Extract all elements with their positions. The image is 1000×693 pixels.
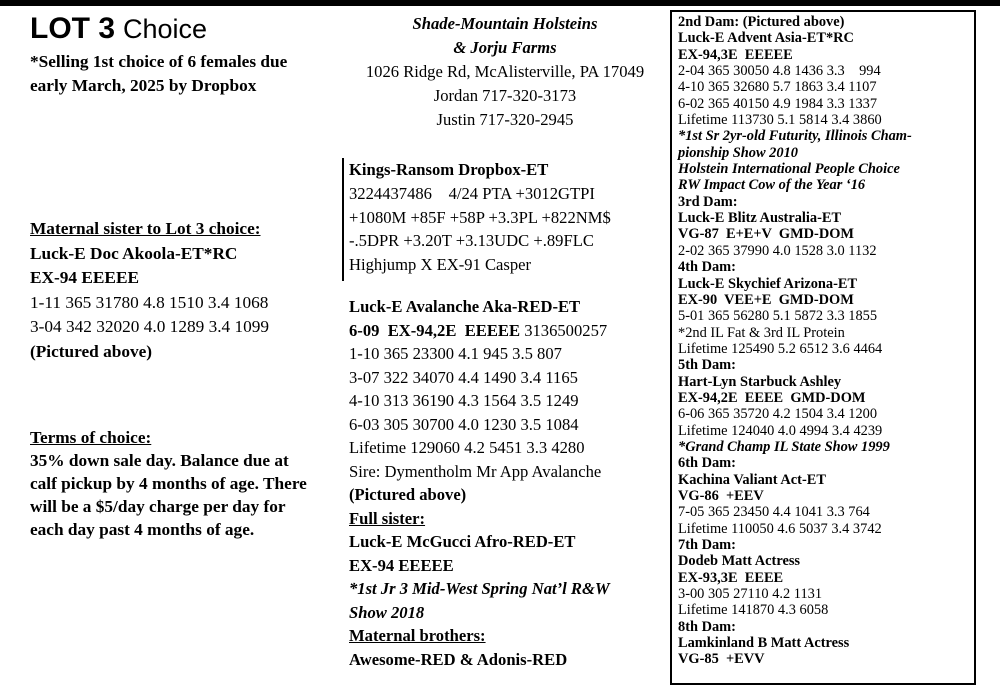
terms-line: each day past 4 months of age. [30,520,255,539]
pedigree-dam-heading: 2nd Dam: (Pictured above) [678,14,845,30]
pedigree-dam-note: *2nd IL Fat & 3rd IL Protein [678,324,845,341]
terms-block [30,426,307,541]
pedigree-dam-record: 7-05 365 23450 4.4 1041 3.3 764 [678,504,870,521]
pedigree-dam-heading: 8th Dam: [678,618,736,635]
dam-record: 1-10 365 23300 4.1 945 3.5 807 [349,344,562,363]
dam-record: 3-07 322 34070 4.4 1490 3.4 1165 [349,367,578,387]
pedigree-list [678,14,912,668]
farm-phone: Jordan 717-320-3173 [433,86,577,105]
pedigree-dam-record: 2-04 365 30050 4.8 1436 3.3 994 [678,63,881,80]
pedigree-dam-name: Dodeb Matt Actress [678,553,801,570]
dam-lifetime: Lifetime 129060 4.2 5451 3.3 4280 [349,438,585,457]
dam-pictured: (Pictured above) [349,485,467,504]
sire-line: +1080M +85F +58P +3.3PL +822NM$ [349,207,611,227]
maternal-sister-heading: Maternal sister to Lot 3 choice: [30,219,261,238]
pedigree-dam-note: *Grand Champ IL State Show 1999 [678,438,890,455]
pedigree-dam-heading: 6th Dam: [678,455,736,472]
sire-name: Kings-Ransom Dropbox-ET [349,160,549,179]
farm-info [347,12,663,132]
pedigree-dam-record: Lifetime 110050 4.6 5037 3.4 3742 [678,520,882,537]
full-sister-note: *1st Jr 3 Mid-West Spring Nat’l R&W [349,579,610,598]
pedigree-dam-note: RW Impact Cow of the Year ‘16 [678,177,866,194]
pedigree-dam-class: VG-85 +EVV [678,651,765,668]
terms-line: will be a $5/day charge per day for [30,497,286,516]
selling-line: early March, 2025 by Dropbox [30,76,257,95]
pedigree-dam-record: Lifetime 113730 5.1 5814 3.4 3860 [678,112,882,129]
full-sister-class: EX-94 EEEEE [349,555,454,575]
pedigree-dam-heading: 5th Dam: [678,357,736,374]
pedigree-dam-class: EX-93,3E EEEE [678,569,784,586]
maternal-brothers-names: Awesome-RED & Adonis-RED [349,649,568,669]
lot-title [30,12,207,46]
maternal-sister-block [30,217,269,364]
pedigree-dam-record: Lifetime 141870 4.3 6058 [678,602,829,619]
pedigree-dam-class: VG-86 +EEV [678,487,764,504]
pedigree-dam-name: Lamkinland B Matt Actress [678,635,850,652]
farm-name: Shade-Mountain Holsteins [412,14,598,33]
pedigree-dam-record: Lifetime 124040 4.0 4994 3.4 4239 [678,422,883,439]
terms-line: 35% down sale day. Balance due at [30,451,289,470]
sire-divider [342,158,344,281]
lot-choice-word: Choice [123,14,208,44]
pedigree-dam-record: 6-06 365 35720 4.2 1504 3.4 1200 [678,406,878,423]
pedigree-dam-record: 3-00 305 27110 4.2 1131 [678,586,823,603]
dam-record: 6-03 305 30700 4.0 1230 3.5 1084 [349,414,579,434]
farm-phone: Justin 717-320-2945 [436,110,574,129]
pedigree-dam-class: EX-94,2E EEEE GMD-DOM [678,389,866,406]
pedigree-dam-record: 4-10 365 32680 5.7 1863 3.4 1107 [678,79,877,96]
farm-name-second: & Jorju Farms [453,38,557,57]
sire-line: -.5DPR +3.20T +3.13UDC +.89FLC [349,231,594,251]
pedigree-dam-name: Hart-Lyn Starbuck Ashley [678,373,842,390]
pedigree-dam-class: VG-87 E+E+V GMD-DOM [678,226,855,243]
sire-block [349,158,611,277]
terms-line: calf pickup by 4 months of age. There [30,474,307,493]
dam-class: 6-09 EX-94,2E EEEEE [349,320,521,340]
dam-class-line [349,319,610,343]
pedigree-dam-heading: 7th Dam: [678,537,736,553]
maternal-sister-record: 1-11 365 31780 4.8 1510 3.4 1068 [30,292,269,312]
maternal-sister-record: 3-04 342 32020 4.0 1289 3.4 1099 [30,317,270,336]
pedigree-dam-name: Luck-E Blitz Australia-ET [678,210,842,227]
pedigree-dam-class: EX-90 VEE+E GMD-DOM [678,291,854,308]
pedigree-dam-name: Kachina Valiant Act-ET [678,471,826,488]
full-sister-note: Show 2018 [349,602,425,622]
pedigree-dam-note: pionship Show 2010 [678,144,798,161]
maternal-sister-pictured: (Pictured above) [30,341,153,361]
dam-registration: 3136500257 [520,320,608,340]
pedigree-dam-heading: 3rd Dam: [678,193,738,210]
maternal-brothers-heading: Maternal brothers: [349,626,486,645]
selling-line: *Selling 1st choice of 6 females due [30,52,288,71]
sire-line: 3224437486 4/24 PTA +3012GTPI [349,183,595,203]
terms-heading: Terms of choice: [30,428,152,447]
selling-note [30,50,287,98]
pedigree-dam-name: Luck-E Skychief Arizona-ET [678,275,858,292]
pedigree-dam-record: 6-02 365 40150 4.9 1984 3.3 1337 [678,95,878,112]
dam-block [349,295,610,671]
dam-record: 4-10 313 36190 4.3 1564 3.5 1249 [349,391,579,410]
maternal-sister-name: Luck-E Doc Akoola-ET*RC [30,243,238,263]
maternal-sister-class: EX-94 EEEEE [30,268,139,287]
dam-sire: Sire: Dymentholm Mr App Avalanche [349,461,602,481]
top-rule [0,0,1000,6]
pedigree-dam-note: Lifetime 125490 5.2 6512 3.6 4464 [678,340,883,357]
lot-number: LOT 3 [30,12,116,45]
pedigree-dam-record: 5-01 365 56280 5.1 5872 3.3 1855 [678,308,878,325]
farm-address: 1026 Ridge Rd, McAlisterville, PA 17049 [365,62,645,81]
pedigree-dam-note: Holstein International People Choice [678,161,900,178]
pedigree-dam-heading: 4th Dam: [678,259,736,276]
dam-name: Luck-E Avalanche Aka-RED-ET [349,297,581,316]
sire-line: Highjump X EX-91 Casper [349,255,532,275]
full-sister-name: Luck-E McGucci Afro-RED-ET [349,532,576,551]
pedigree-dam-record: 2-02 365 37990 4.0 1528 3.0 1132 [678,242,877,259]
pedigree-dam-class: EX-94,3E EEEEE [678,46,793,63]
pedigree-dam-name: Luck-E Advent Asia-ET*RC [678,30,854,47]
pedigree-dam-note: *1st Sr 2yr-old Futurity, Illinois Cham- [678,128,912,145]
full-sister-heading: Full sister: [349,508,426,528]
